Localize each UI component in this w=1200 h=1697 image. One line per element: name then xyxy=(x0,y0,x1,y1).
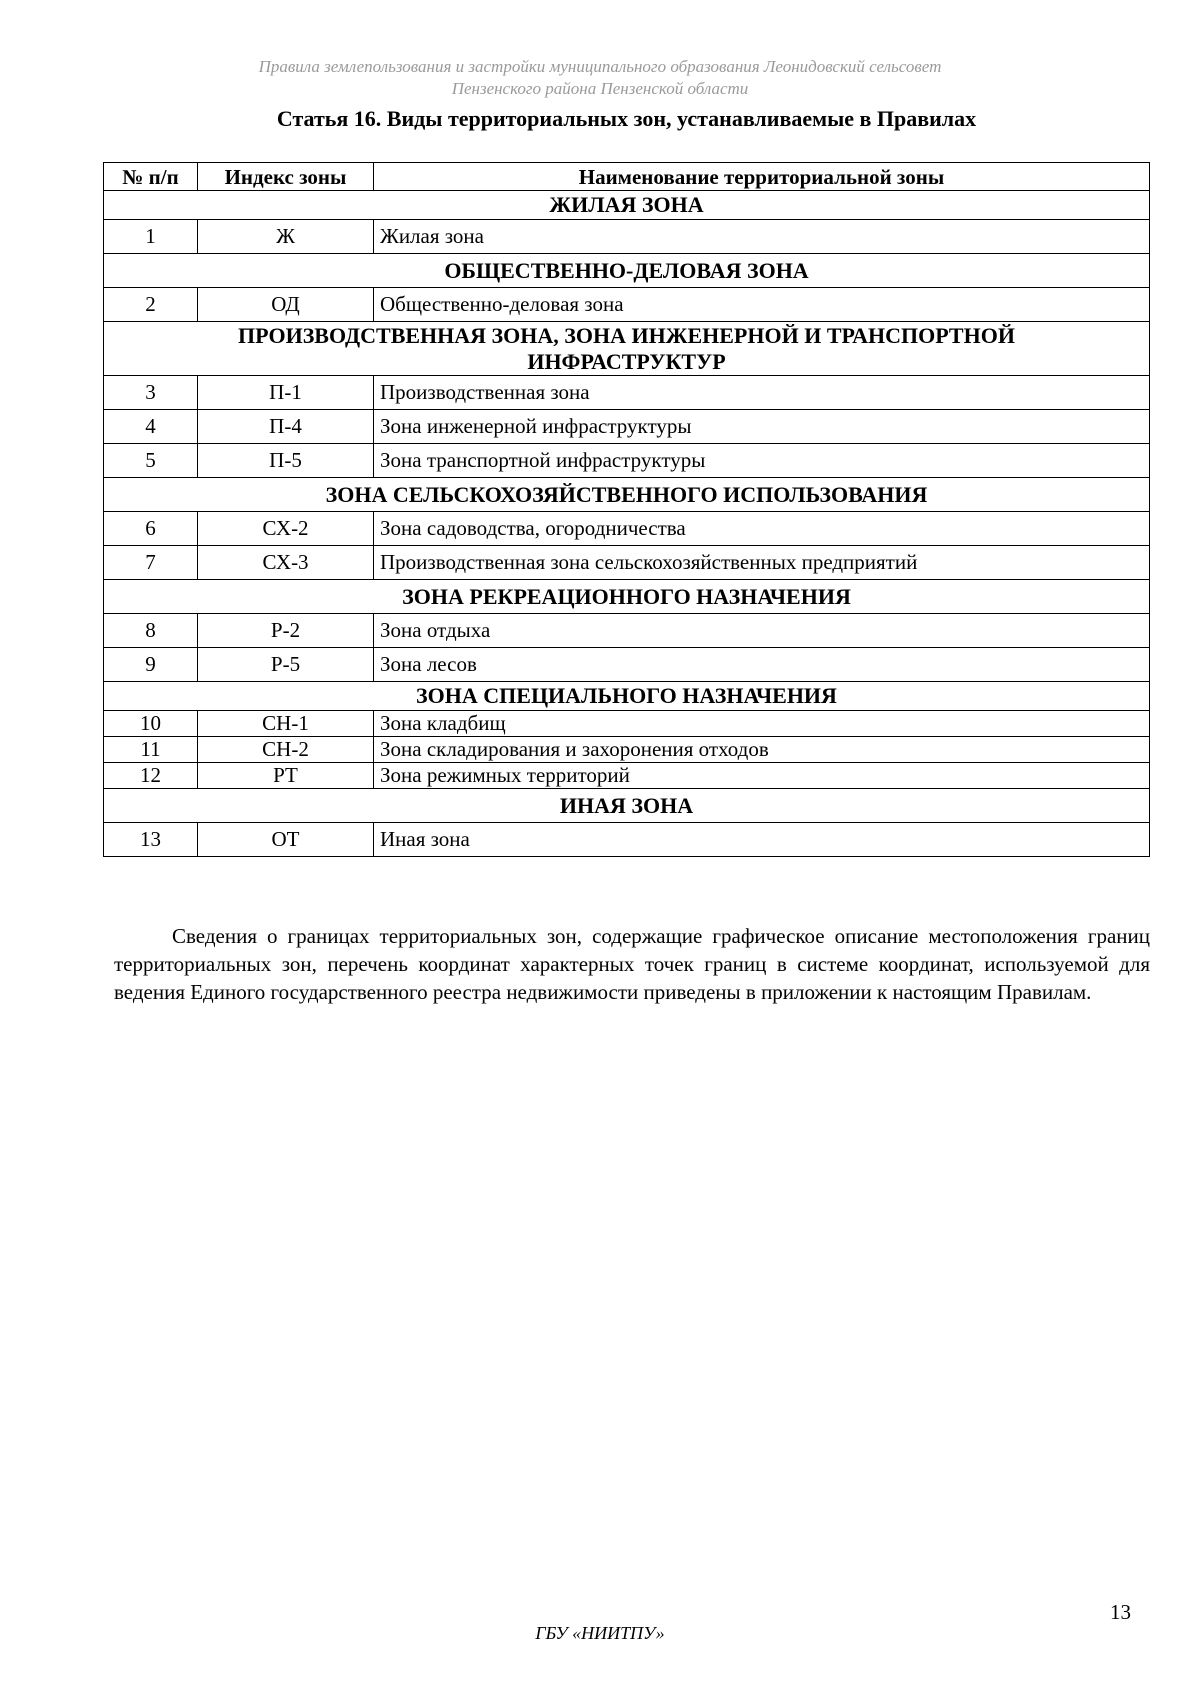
section-title-line-2: ИНФРАСТРУКТУР xyxy=(527,348,726,374)
table-row xyxy=(104,763,1150,789)
zone-index: ОД xyxy=(198,288,374,322)
table-row xyxy=(104,546,1150,580)
row-number: 12 xyxy=(104,763,198,789)
table-row xyxy=(104,711,1150,737)
row-number: 1 xyxy=(104,220,198,254)
table-row xyxy=(104,220,1150,254)
row-number: 10 xyxy=(104,711,198,737)
zone-name: Жилая зона xyxy=(374,220,1150,254)
zone-index: ОТ xyxy=(198,823,374,857)
zone-name: Производственная зона xyxy=(374,376,1150,410)
section-title: ЗОНА РЕКРЕАЦИОННОГО НАЗНАЧЕНИЯ xyxy=(104,580,1150,614)
row-number: 5 xyxy=(104,444,198,478)
section-title: ОБЩЕСТВЕННО-ДЕЛОВАЯ ЗОНА xyxy=(104,254,1150,288)
zone-name: Иная зона xyxy=(374,823,1150,857)
zone-index: СН-2 xyxy=(198,737,374,763)
zone-index: Р-5 xyxy=(198,648,374,682)
table-row xyxy=(104,376,1150,410)
table-row xyxy=(104,614,1150,648)
row-number: 7 xyxy=(104,546,198,580)
zone-name: Зона складирования и захоронения отходов xyxy=(374,737,1150,763)
running-header-line-1: Правила землепользования и застройки муниципального образования Леонидовский сельсовет xyxy=(258,57,942,76)
zone-name: Зона лесов xyxy=(374,648,1150,682)
zone-name: Производственная зона сельскохозяйственных предприятий xyxy=(374,546,1150,580)
zone-index: СХ-2 xyxy=(198,512,374,546)
article-title: Статья 16. Виды территориальных зон, устанавливаемые в Правилах xyxy=(276,106,977,131)
page-number: 13 xyxy=(1110,1600,1131,1624)
section-title: ИНАЯ ЗОНА xyxy=(104,789,1150,823)
row-number: 4 xyxy=(104,410,198,444)
zone-index: РТ xyxy=(198,763,374,789)
table-row xyxy=(104,648,1150,682)
table-row xyxy=(104,444,1150,478)
section-row xyxy=(104,322,1150,376)
zone-index: Ж xyxy=(198,220,374,254)
section-row xyxy=(104,682,1150,711)
row-number: 13 xyxy=(104,823,198,857)
column-header-number: № п/п xyxy=(104,163,198,191)
zone-name: Общественно-деловая зона xyxy=(374,288,1150,322)
section-title: ЖИЛАЯ ЗОНА xyxy=(104,191,1150,220)
zone-name: Зона инженерной инфраструктуры xyxy=(374,410,1150,444)
table-row xyxy=(104,512,1150,546)
column-header-name: Наименование территориальной зоны xyxy=(374,163,1150,191)
section-title: ЗОНА СПЕЦИАЛЬНОГО НАЗНАЧЕНИЯ xyxy=(104,682,1150,711)
row-number: 8 xyxy=(104,614,198,648)
section-title xyxy=(104,322,1150,376)
zone-name: Зона садоводства, огородничества xyxy=(374,512,1150,546)
zone-index: Р-2 xyxy=(198,614,374,648)
table-row xyxy=(104,410,1150,444)
running-footer: ГБУ «НИИТПУ» xyxy=(535,1623,665,1643)
table-header-row xyxy=(104,163,1150,191)
section-row xyxy=(104,789,1150,823)
row-number: 9 xyxy=(104,648,198,682)
section-title-line-1: ПРОИЗВОДСТВЕННАЯ ЗОНА, ЗОНА ИНЖЕНЕРНОЙ И ТРАНСПОРТНОЙ xyxy=(238,322,1015,348)
section-row xyxy=(104,191,1150,220)
row-number: 11 xyxy=(104,737,198,763)
running-header-line-2: Пензенского района Пензенской области xyxy=(451,79,749,98)
zone-name: Зона кладбищ xyxy=(374,711,1150,737)
zone-name: Зона режимных территорий xyxy=(374,763,1150,789)
table-row xyxy=(104,823,1150,857)
zones-table xyxy=(103,162,1150,857)
zone-name: Зона транспортной инфраструктуры xyxy=(374,444,1150,478)
section-row xyxy=(104,254,1150,288)
zone-index: П-1 xyxy=(198,376,374,410)
running-header xyxy=(150,56,1050,100)
row-number: 2 xyxy=(104,288,198,322)
section-row xyxy=(104,478,1150,512)
zone-index: П-5 xyxy=(198,444,374,478)
table-row xyxy=(104,288,1150,322)
column-header-index: Индекс зоны xyxy=(198,163,374,191)
zone-index: П-4 xyxy=(198,410,374,444)
row-number: 3 xyxy=(104,376,198,410)
table-row xyxy=(104,737,1150,763)
row-number: 6 xyxy=(104,512,198,546)
section-row xyxy=(104,580,1150,614)
zone-index: СН-1 xyxy=(198,711,374,737)
body-paragraph: Сведения о границах территориальных зон, содержащие графическое описание местоположения границ территориальных зон, перечень координат характерных точек границ в системе координат, используемой для ведения Единого государственного реестра недвижимости приведены в приложении к настоящим Правилам. xyxy=(114,924,1150,1004)
section-title: ЗОНА СЕЛЬСКОХОЗЯЙСТВЕННОГО ИСПОЛЬЗОВАНИЯ xyxy=(104,478,1150,512)
zone-index: СХ-3 xyxy=(198,546,374,580)
zone-name: Зона отдыха xyxy=(374,614,1150,648)
